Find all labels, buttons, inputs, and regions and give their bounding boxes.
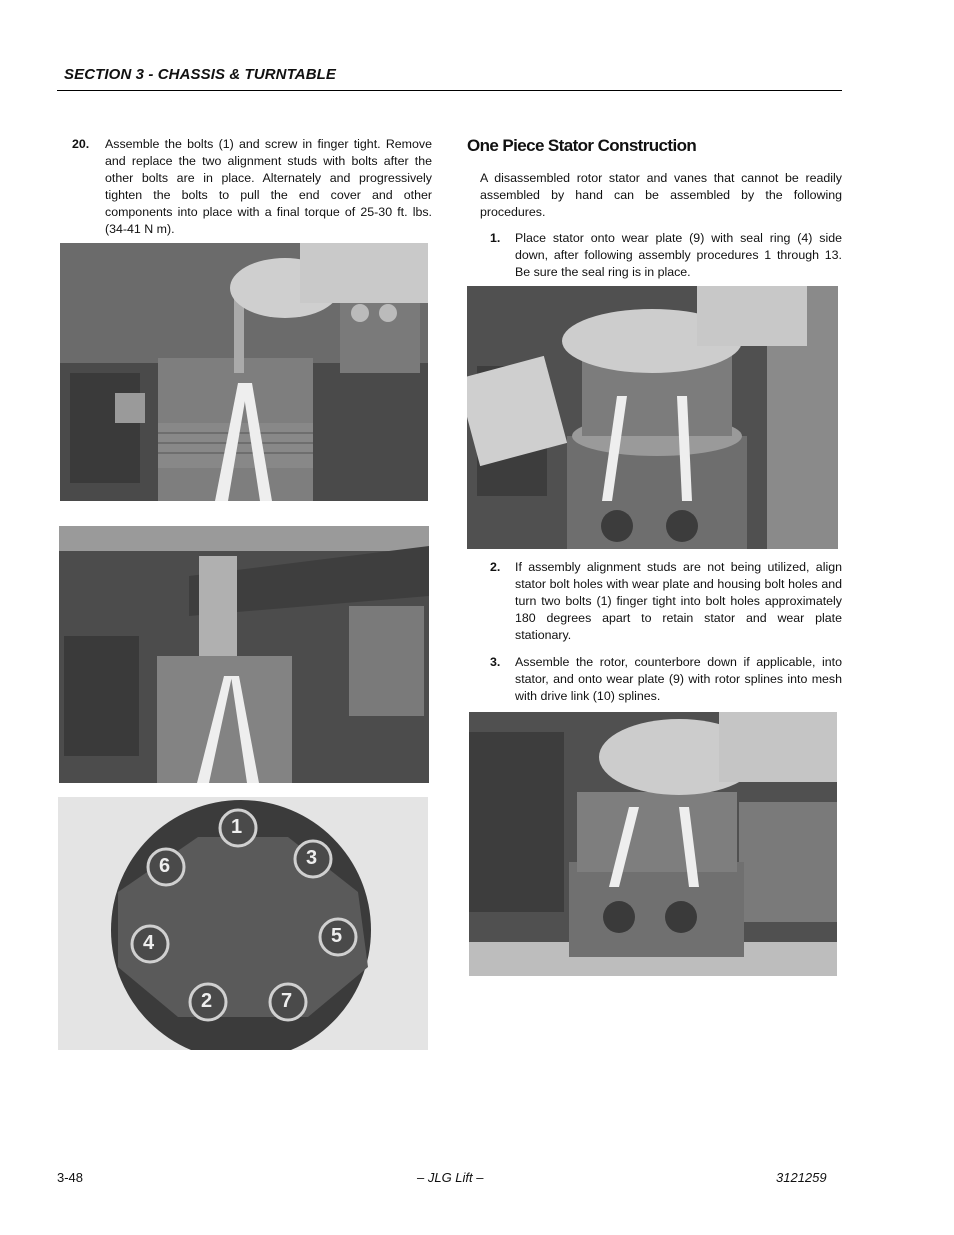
photo-rotor-assembly bbox=[469, 712, 837, 976]
section-heading: One Piece Stator Construction bbox=[467, 136, 697, 155]
bolt-sequence-graphic bbox=[58, 797, 428, 1050]
photo-torque-tool bbox=[59, 526, 429, 783]
bolt-sequence-diagram bbox=[58, 797, 428, 1050]
intro-paragraph: A disassembled rotor stator and vanes that cannot be readily assembled by hand can be assembled by the following procedures. bbox=[480, 171, 842, 219]
step-text: Assemble the bolts (1) and screw in finger tight. Remove and replace the two alignment studs with bolts after the other bolts are in place. Alternately and progressively tighten the bolts to pull the end cover and other components into place with a final torque of 25-30 ft. lbs. (34-41 N m). bbox=[105, 137, 432, 236]
photo-bolt-insertion bbox=[60, 243, 428, 501]
header-divider bbox=[57, 90, 842, 91]
step-3 bbox=[490, 654, 842, 705]
step-text: Assemble the rotor, counterbore down if applicable, into stator, and onto wear plate (9) with rotor splines into mesh with drive link (10) splines. bbox=[515, 655, 842, 703]
footer-center: – JLG Lift – bbox=[417, 1170, 484, 1185]
bolt-label-2: 2 bbox=[201, 990, 213, 1012]
bolt-label-3: 3 bbox=[306, 847, 318, 869]
photo-torque-tool-graphic bbox=[59, 526, 429, 783]
photo-stator-placement bbox=[467, 286, 838, 549]
bolt-label-1: 1 bbox=[231, 816, 243, 838]
step-number: 1. bbox=[490, 231, 501, 245]
section-title: SECTION 3 - CHASSIS & TURNTABLE bbox=[64, 66, 337, 83]
bolt-label-5: 5 bbox=[331, 925, 343, 947]
step-number: 20. bbox=[72, 137, 90, 151]
photo-bolt-insertion-graphic bbox=[60, 243, 428, 501]
step-text: Place stator onto wear plate (9) with seal ring (4) side down, after following assembly procedures 1 through 13. Be sure the seal ring is in place. bbox=[515, 231, 842, 279]
bolt-label-7: 7 bbox=[281, 990, 293, 1012]
page-number: 3-48 bbox=[57, 1170, 84, 1185]
photo-rotor-assembly-graphic bbox=[469, 712, 837, 976]
bolt-label-6: 6 bbox=[159, 855, 171, 877]
step-20 bbox=[72, 136, 432, 238]
step-2 bbox=[490, 559, 842, 644]
document-number: 3121259 bbox=[776, 1170, 827, 1185]
step-1 bbox=[490, 230, 842, 281]
photo-stator-placement-graphic bbox=[467, 286, 838, 549]
step-number: 3. bbox=[490, 655, 501, 669]
bolt-label-4: 4 bbox=[143, 932, 155, 954]
step-number: 2. bbox=[490, 560, 501, 574]
step-text: If assembly alignment studs are not being utilized, align stator bolt holes with wear plate and housing bolt holes and turn two bolts (1) finger tight into bolt holes approximately 180 degrees apart to retain stator and wear plate stationary. bbox=[515, 560, 842, 642]
